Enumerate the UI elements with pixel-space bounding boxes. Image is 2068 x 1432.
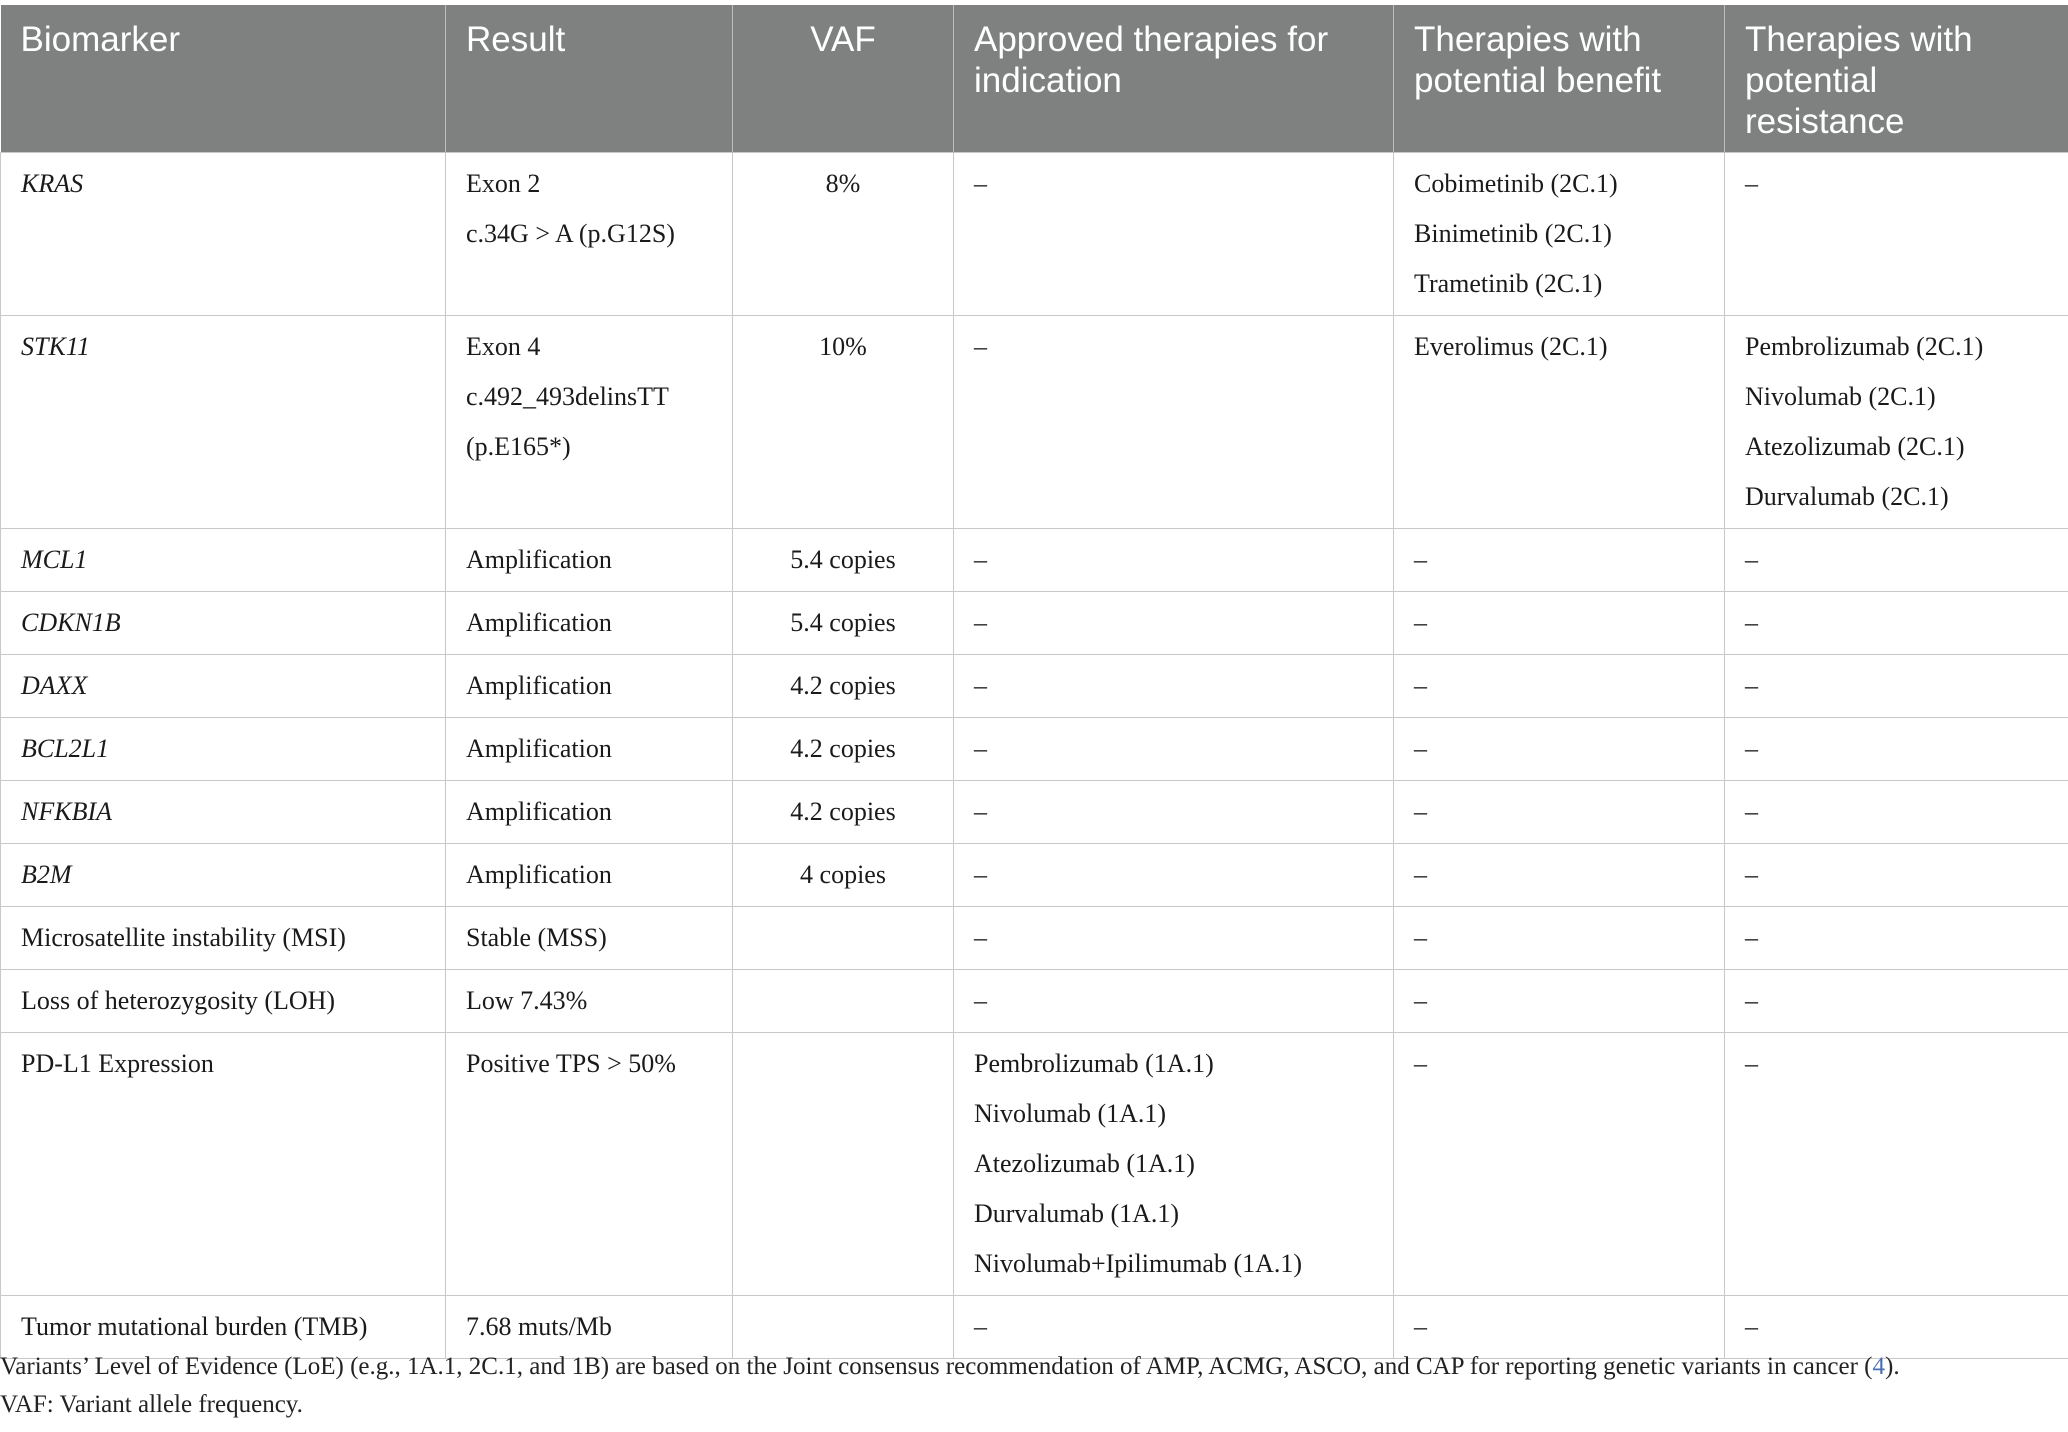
cell-line: Atezolizumab (2C.1) [1745,432,1965,461]
cell-line: Low 7.43% [466,986,588,1015]
cell-line: – [1745,734,1758,763]
cell-potential-resistance [1725,592,2068,655]
cell-potential-benefit [1394,844,1725,907]
header-biomarker: Biomarker [1,5,446,153]
cell-result [446,970,733,1033]
cell-line: 4 copies [800,860,886,889]
cell-result [446,153,733,316]
cell-vaf [733,1033,954,1296]
cell-line: Atezolizumab (1A.1) [974,1149,1195,1178]
cell-biomarker [1,844,446,907]
header-potential-benefit: Therapies with potential benefit [1394,5,1725,153]
cell-line: – [974,986,987,1015]
cell-line: Durvalumab (2C.1) [1745,482,1949,511]
cell-result [446,718,733,781]
cell-result [446,316,733,529]
cell-line: – [1745,1312,1758,1341]
cell-line: – [1414,671,1427,700]
cell-result [446,1033,733,1296]
cell-line: (p.E165*) [466,432,571,461]
cell-potential-resistance [1725,1033,2068,1296]
cell-potential-resistance [1725,316,2068,529]
table-row [1,655,2068,718]
cell-line: Amplification [466,608,612,637]
cell-line: Amplification [466,860,612,889]
cell-potential-resistance [1725,718,2068,781]
cell-approved-therapies [954,907,1394,970]
footnote-vaf: VAF: Variant allele frequency. [0,1391,303,1418]
cell-biomarker [1,592,446,655]
cell-line: KRAS [21,169,84,198]
cell-line: Binimetinib (2C.1) [1414,219,1612,248]
cell-line: Microsatellite instability (MSI) [21,923,346,952]
cell-line: Durvalumab (1A.1) [974,1199,1180,1228]
cell-line: – [1745,860,1758,889]
cell-result [446,844,733,907]
cell-line: – [974,608,987,637]
cell-biomarker [1,1033,446,1296]
cell-line: – [1414,986,1427,1015]
cell-result [446,592,733,655]
cell-potential-benefit [1394,1033,1725,1296]
cell-line: c.34G > A (p.G12S) [466,219,675,248]
cell-line: 4.2 copies [790,671,896,700]
cell-approved-therapies [954,316,1394,529]
cell-line: Pembrolizumab (2C.1) [1745,332,1984,361]
cell-line: – [974,860,987,889]
cell-potential-benefit [1394,316,1725,529]
cell-line: – [1745,1049,1758,1078]
cell-line: – [974,545,987,574]
cell-line: – [1414,734,1427,763]
cell-line: Loss of heterozygosity (LOH) [21,986,336,1015]
cell-line: Exon 4 [466,332,541,361]
cell-potential-benefit [1394,592,1725,655]
cell-line: STK11 [21,332,90,361]
cell-biomarker [1,781,446,844]
cell-approved-therapies [954,655,1394,718]
cell-line: 7.68 muts/Mb [466,1312,612,1341]
cell-line: Trametinib (2C.1) [1414,269,1603,298]
cell-line: 10% [819,332,867,361]
cell-vaf [733,655,954,718]
cell-potential-resistance [1725,153,2068,316]
cell-line: NFKBIA [21,797,112,826]
table-row [1,592,2068,655]
cell-line: Exon 2 [466,169,541,198]
table-row [1,316,2068,529]
table-row [1,529,2068,592]
cell-approved-therapies [954,153,1394,316]
cell-line: Amplification [466,671,612,700]
table-row [1,1033,2068,1296]
cell-line: – [1414,797,1427,826]
cell-line: – [1745,986,1758,1015]
cell-line: CDKN1B [21,608,121,637]
cell-potential-benefit [1394,655,1725,718]
cell-result [446,529,733,592]
cell-line: Pembrolizumab (1A.1) [974,1049,1214,1078]
cell-vaf [733,529,954,592]
cell-line: – [974,1312,987,1341]
footnote-loe: Variants’ Level of Evidence (LoE) (e.g., 1A.1, 2C.1, and 1B) are based on the Joint consensus recommendation of AMP, ACMG, ASCO, and CAP for reporting genetic variants in cancer (4). [0,1353,1900,1380]
table-row [1,781,2068,844]
cell-potential-resistance [1725,781,2068,844]
cell-line: – [974,671,987,700]
cell-line: Amplification [466,734,612,763]
cell-line: Tumor mutational burden (TMB) [21,1312,368,1341]
cell-line: 5.4 copies [790,608,896,637]
cell-approved-therapies [954,718,1394,781]
cell-line: – [1414,1312,1427,1341]
table-row [1,153,2068,316]
cell-approved-therapies [954,970,1394,1033]
cell-line: BCL2L1 [21,734,110,763]
cell-line: – [974,734,987,763]
header-vaf: VAF [733,5,954,153]
table-body [1,153,2068,1359]
table-row [1,844,2068,907]
cell-vaf [733,844,954,907]
cell-line: Amplification [466,797,612,826]
cell-potential-benefit [1394,781,1725,844]
cell-potential-resistance [1725,907,2068,970]
cell-vaf [733,316,954,529]
header-row [1,5,2068,153]
cell-line: Everolimus (2C.1) [1414,332,1608,361]
cell-potential-benefit [1394,529,1725,592]
table-row [1,907,2068,970]
cell-potential-benefit [1394,970,1725,1033]
cell-line: – [974,332,987,361]
cell-line: 5.4 copies [790,545,896,574]
cell-line: MCL1 [21,545,88,574]
table-footnote [0,1348,2060,1424]
cell-potential-resistance [1725,529,2068,592]
cell-line: Nivolumab (2C.1) [1745,382,1936,411]
cell-line: – [1745,797,1758,826]
cell-biomarker [1,655,446,718]
cell-line: – [1414,608,1427,637]
cell-line: Nivolumab (1A.1) [974,1099,1167,1128]
cell-potential-resistance [1725,970,2068,1033]
cell-line: – [1745,671,1758,700]
cell-line: – [974,923,987,952]
cell-line: 4.2 copies [790,797,896,826]
cell-line: – [974,797,987,826]
cell-line: Positive TPS > 50% [466,1049,676,1078]
header-potential-resistance: Therapies with potential resistance [1725,5,2068,153]
cell-line: – [1745,923,1758,952]
cell-biomarker [1,153,446,316]
cell-vaf [733,153,954,316]
cell-approved-therapies [954,1033,1394,1296]
header-approved-therapies: Approved therapies for indication [954,5,1394,153]
cell-line: DAXX [21,671,88,700]
cell-line: – [1745,169,1758,198]
reference-link[interactable]: 4 [1872,1353,1885,1380]
cell-result [446,655,733,718]
cell-potential-benefit [1394,907,1725,970]
cell-vaf [733,970,954,1033]
cell-line: Cobimetinib (2C.1) [1414,169,1618,198]
cell-line: – [1745,608,1758,637]
cell-biomarker [1,718,446,781]
cell-line: – [1745,545,1758,574]
cell-biomarker [1,970,446,1033]
cell-line: 8% [825,169,861,198]
cell-result [446,781,733,844]
cell-line: – [974,169,987,198]
biomarker-table [0,5,2068,1359]
cell-line: – [1414,545,1427,574]
cell-line: 4.2 copies [790,734,896,763]
cell-biomarker [1,316,446,529]
cell-vaf [733,907,954,970]
cell-line: B2M [21,860,72,889]
cell-line: – [1414,860,1427,889]
cell-approved-therapies [954,844,1394,907]
cell-vaf [733,718,954,781]
cell-biomarker [1,907,446,970]
cell-line: Nivolumab+Ipilimumab (1A.1) [974,1249,1303,1278]
cell-approved-therapies [954,781,1394,844]
cell-line: Stable (MSS) [466,923,607,952]
cell-line: – [1414,1049,1427,1078]
cell-line: Amplification [466,545,612,574]
cell-potential-benefit [1394,718,1725,781]
cell-biomarker [1,529,446,592]
cell-result [446,907,733,970]
cell-potential-benefit [1394,153,1725,316]
table-row [1,970,2068,1033]
cell-line: – [1414,923,1427,952]
cell-potential-resistance [1725,844,2068,907]
cell-line: PD-L1 Expression [21,1049,214,1078]
cell-approved-therapies [954,529,1394,592]
table-header [1,5,2068,153]
header-result: Result [446,5,733,153]
cell-line: c.492_493delinsTT [466,382,669,411]
cell-potential-resistance [1725,655,2068,718]
cell-vaf [733,592,954,655]
cell-vaf [733,781,954,844]
cell-approved-therapies [954,592,1394,655]
table-row [1,718,2068,781]
